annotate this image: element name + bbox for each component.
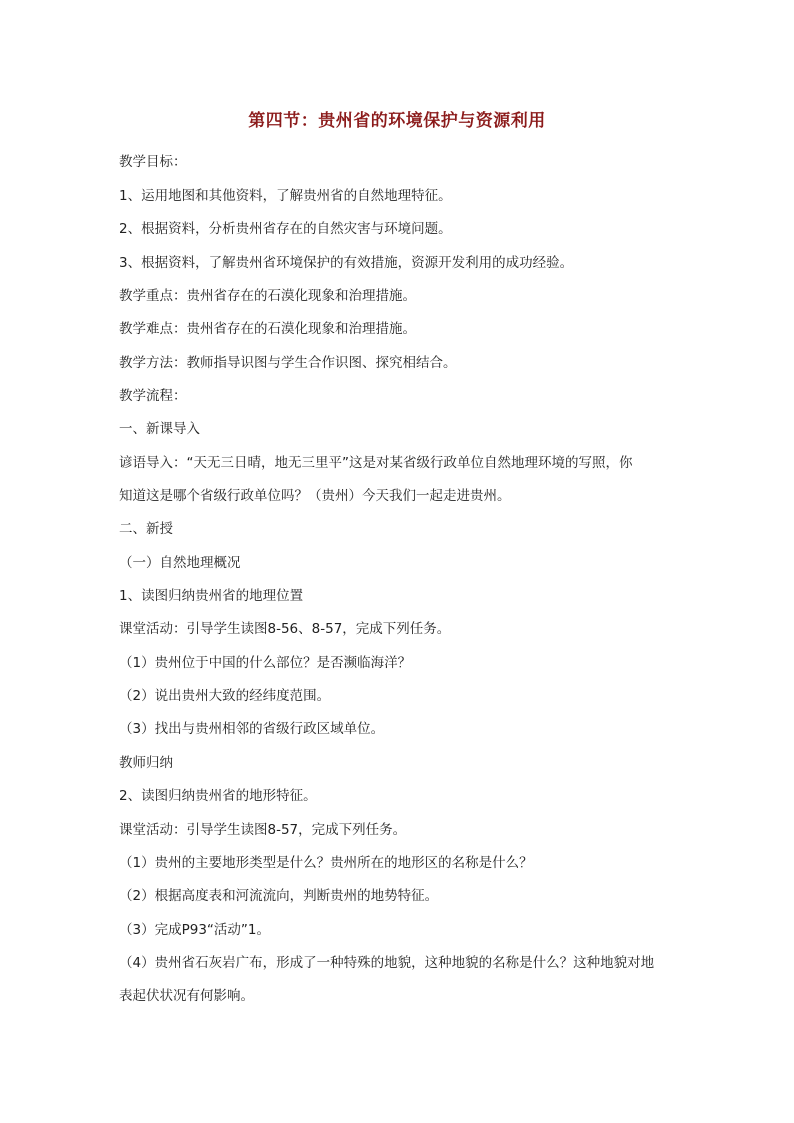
task-1-1: （1）贵州位于中国的什么部位？是否濒临海洋？ (119, 655, 412, 671)
teacher-summary: 教师归纳 (119, 755, 173, 771)
task-2-4-line-1: （4）贵州省石灰岩广布，形成了一种特殊的地貌，这种地貌的名称是什么？这种地貌对地 (119, 955, 655, 971)
item-terrain: 2、读图归纳贵州省的地形特征。 (119, 788, 317, 804)
teaching-method: 教学方法：教师指导识图与学生合作识图、探究相结合。 (119, 355, 457, 371)
task-2-3: （3）完成P93“活动”1。 (119, 922, 270, 938)
intro-paragraph-line-2: 知道这是哪个省级行政单位吗？（贵州）今天我们一起走进贵州。 (119, 488, 511, 504)
document-title: 第四节：贵州省的环境保护与资源利用 (248, 111, 546, 131)
task-1-3: （3）找出与贵州相邻的省级行政区域单位。 (119, 721, 385, 737)
task-2-2: （2）根据高度表和河流流向，判断贵州的地势特征。 (119, 888, 439, 904)
heading-objectives: 教学目标： (119, 154, 187, 170)
objective-3: 3、根据资料，了解贵州省环境保护的有效措施，资源开发利用的成功经验。 (119, 255, 574, 271)
heading-process: 教学流程： (119, 388, 187, 404)
key-point: 教学重点：贵州省存在的石漠化现象和治理措施。 (119, 288, 416, 304)
section-intro: 一、新课导入 (119, 421, 200, 437)
activity-2: 课堂活动：引导学生读图8-57，完成下列任务。 (119, 822, 407, 838)
task-2-4-line-2: 表起伏状况有何影响。 (119, 988, 254, 1004)
item-location: 1、读图归纳贵州省的地理位置 (119, 588, 304, 604)
task-1-2: （2）说出贵州大致的经纬度范围。 (119, 688, 331, 704)
task-2-1: （1）贵州的主要地形类型是什么？贵州所在的地形区的名称是什么？ (119, 855, 533, 871)
subsection-natural-geography: （一）自然地理概况 (119, 555, 241, 571)
objective-1: 1、运用地图和其他资料，了解贵州省的自然地理特征。 (119, 188, 452, 204)
objective-2: 2、根据资料，分析贵州省存在的自然灾害与环境问题。 (119, 221, 452, 237)
difficult-point: 教学难点：贵州省存在的石漠化现象和治理措施。 (119, 321, 416, 337)
section-new-lesson: 二、新授 (119, 521, 173, 537)
intro-paragraph-line-1: 谚语导入：“天无三日晴，地无三里平”这是对某省级行政单位自然地理环境的写照，你 (119, 455, 633, 471)
activity-1: 课堂活动：引导学生读图8-56、8-57，完成下列任务。 (119, 621, 451, 637)
